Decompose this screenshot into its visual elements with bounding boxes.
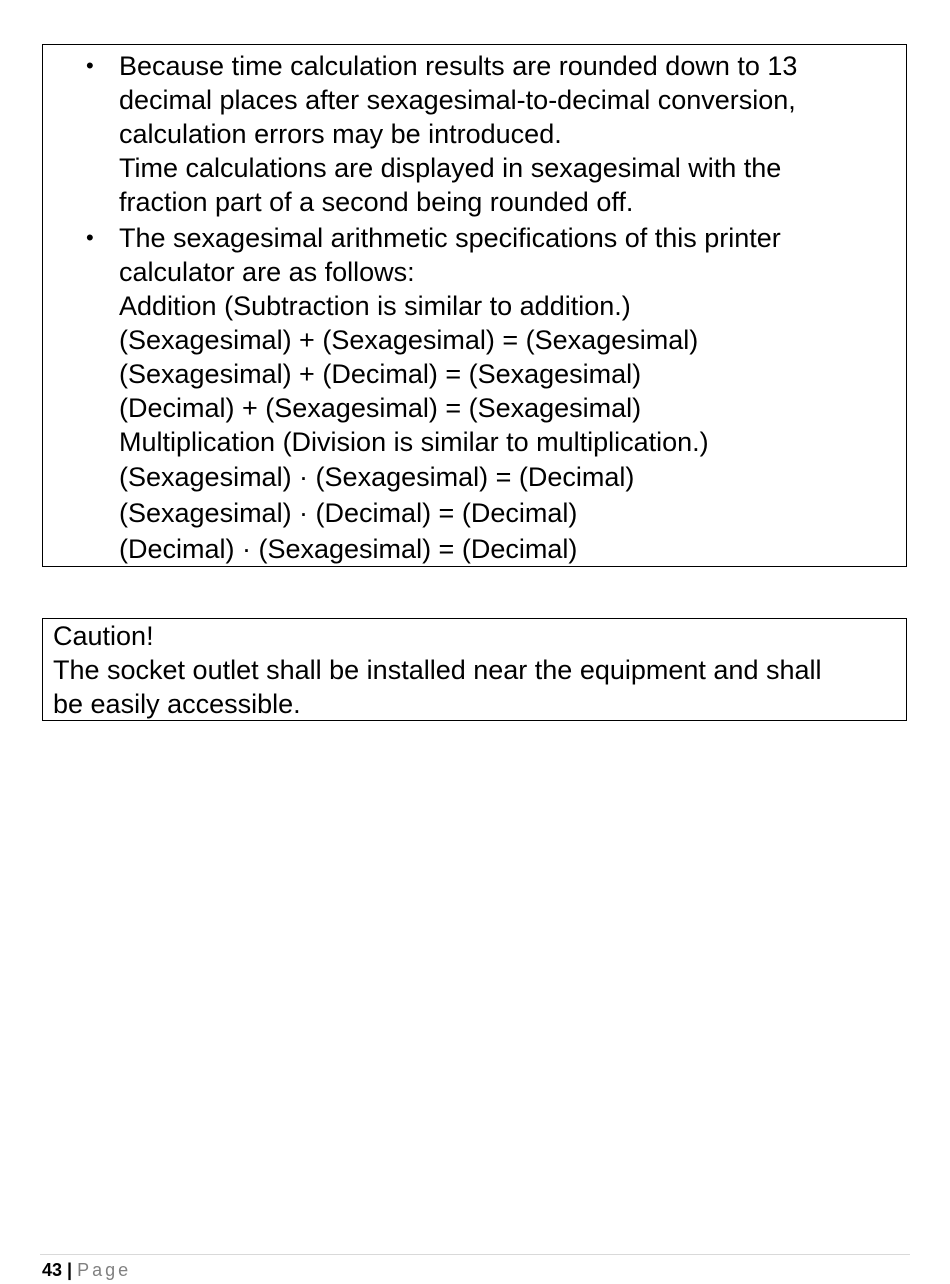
addition-rule: (Decimal) + (Sexagesimal) = (Sexagesimal)	[119, 393, 642, 423]
note-line: fraction part of a second being rounded off.	[119, 187, 634, 217]
note-item-specifications	[43, 221, 906, 567]
bullet-icon: •	[86, 53, 94, 78]
addition-rule: (Sexagesimal) + (Decimal) = (Sexagesimal)	[119, 359, 642, 389]
note-item-rounding	[43, 49, 906, 219]
addition-rule: (Sexagesimal) + (Sexagesimal) = (Sexagesimal)	[119, 325, 699, 355]
caution-box	[42, 618, 907, 721]
footer-divider	[40, 1254, 910, 1255]
page-label: Page	[77, 1260, 132, 1280]
caution-title: Caution!	[53, 621, 154, 651]
addition-heading: Addition (Subtraction is similar to addition.)	[119, 291, 631, 321]
note-line: The sexagesimal arithmetic specifications of this printer	[119, 223, 781, 253]
note-line: calculation errors may be introduced.	[119, 119, 562, 149]
note-line: decimal places after sexagesimal-to-decimal conversion,	[119, 85, 796, 115]
multiplication-heading: Multiplication (Division is similar to multiplication.)	[119, 427, 709, 457]
page-footer	[42, 1258, 131, 1282]
bullet-icon: •	[86, 225, 94, 250]
note-line: Time calculations are displayed in sexagesimal with the	[119, 153, 782, 183]
notes-list	[43, 49, 906, 569]
note-line: Because time calculation results are rounded down to 13	[119, 51, 798, 81]
caution-text-line: The socket outlet shall be installed near the equipment and shall	[53, 655, 822, 685]
multiplication-rule: (Sexagesimal) · (Decimal) = (Decimal)	[119, 498, 578, 528]
page-separator: |	[67, 1260, 73, 1280]
multiplication-rule: (Sexagesimal) · (Sexagesimal) = (Decimal)	[119, 462, 635, 492]
multiplication-rule: (Decimal) · (Sexagesimal) = (Decimal)	[119, 534, 578, 564]
note-line: calculator are as follows:	[119, 257, 415, 287]
notes-box	[42, 44, 907, 567]
page-number: 43	[42, 1260, 63, 1280]
caution-text-line: be easily accessible.	[53, 689, 301, 719]
